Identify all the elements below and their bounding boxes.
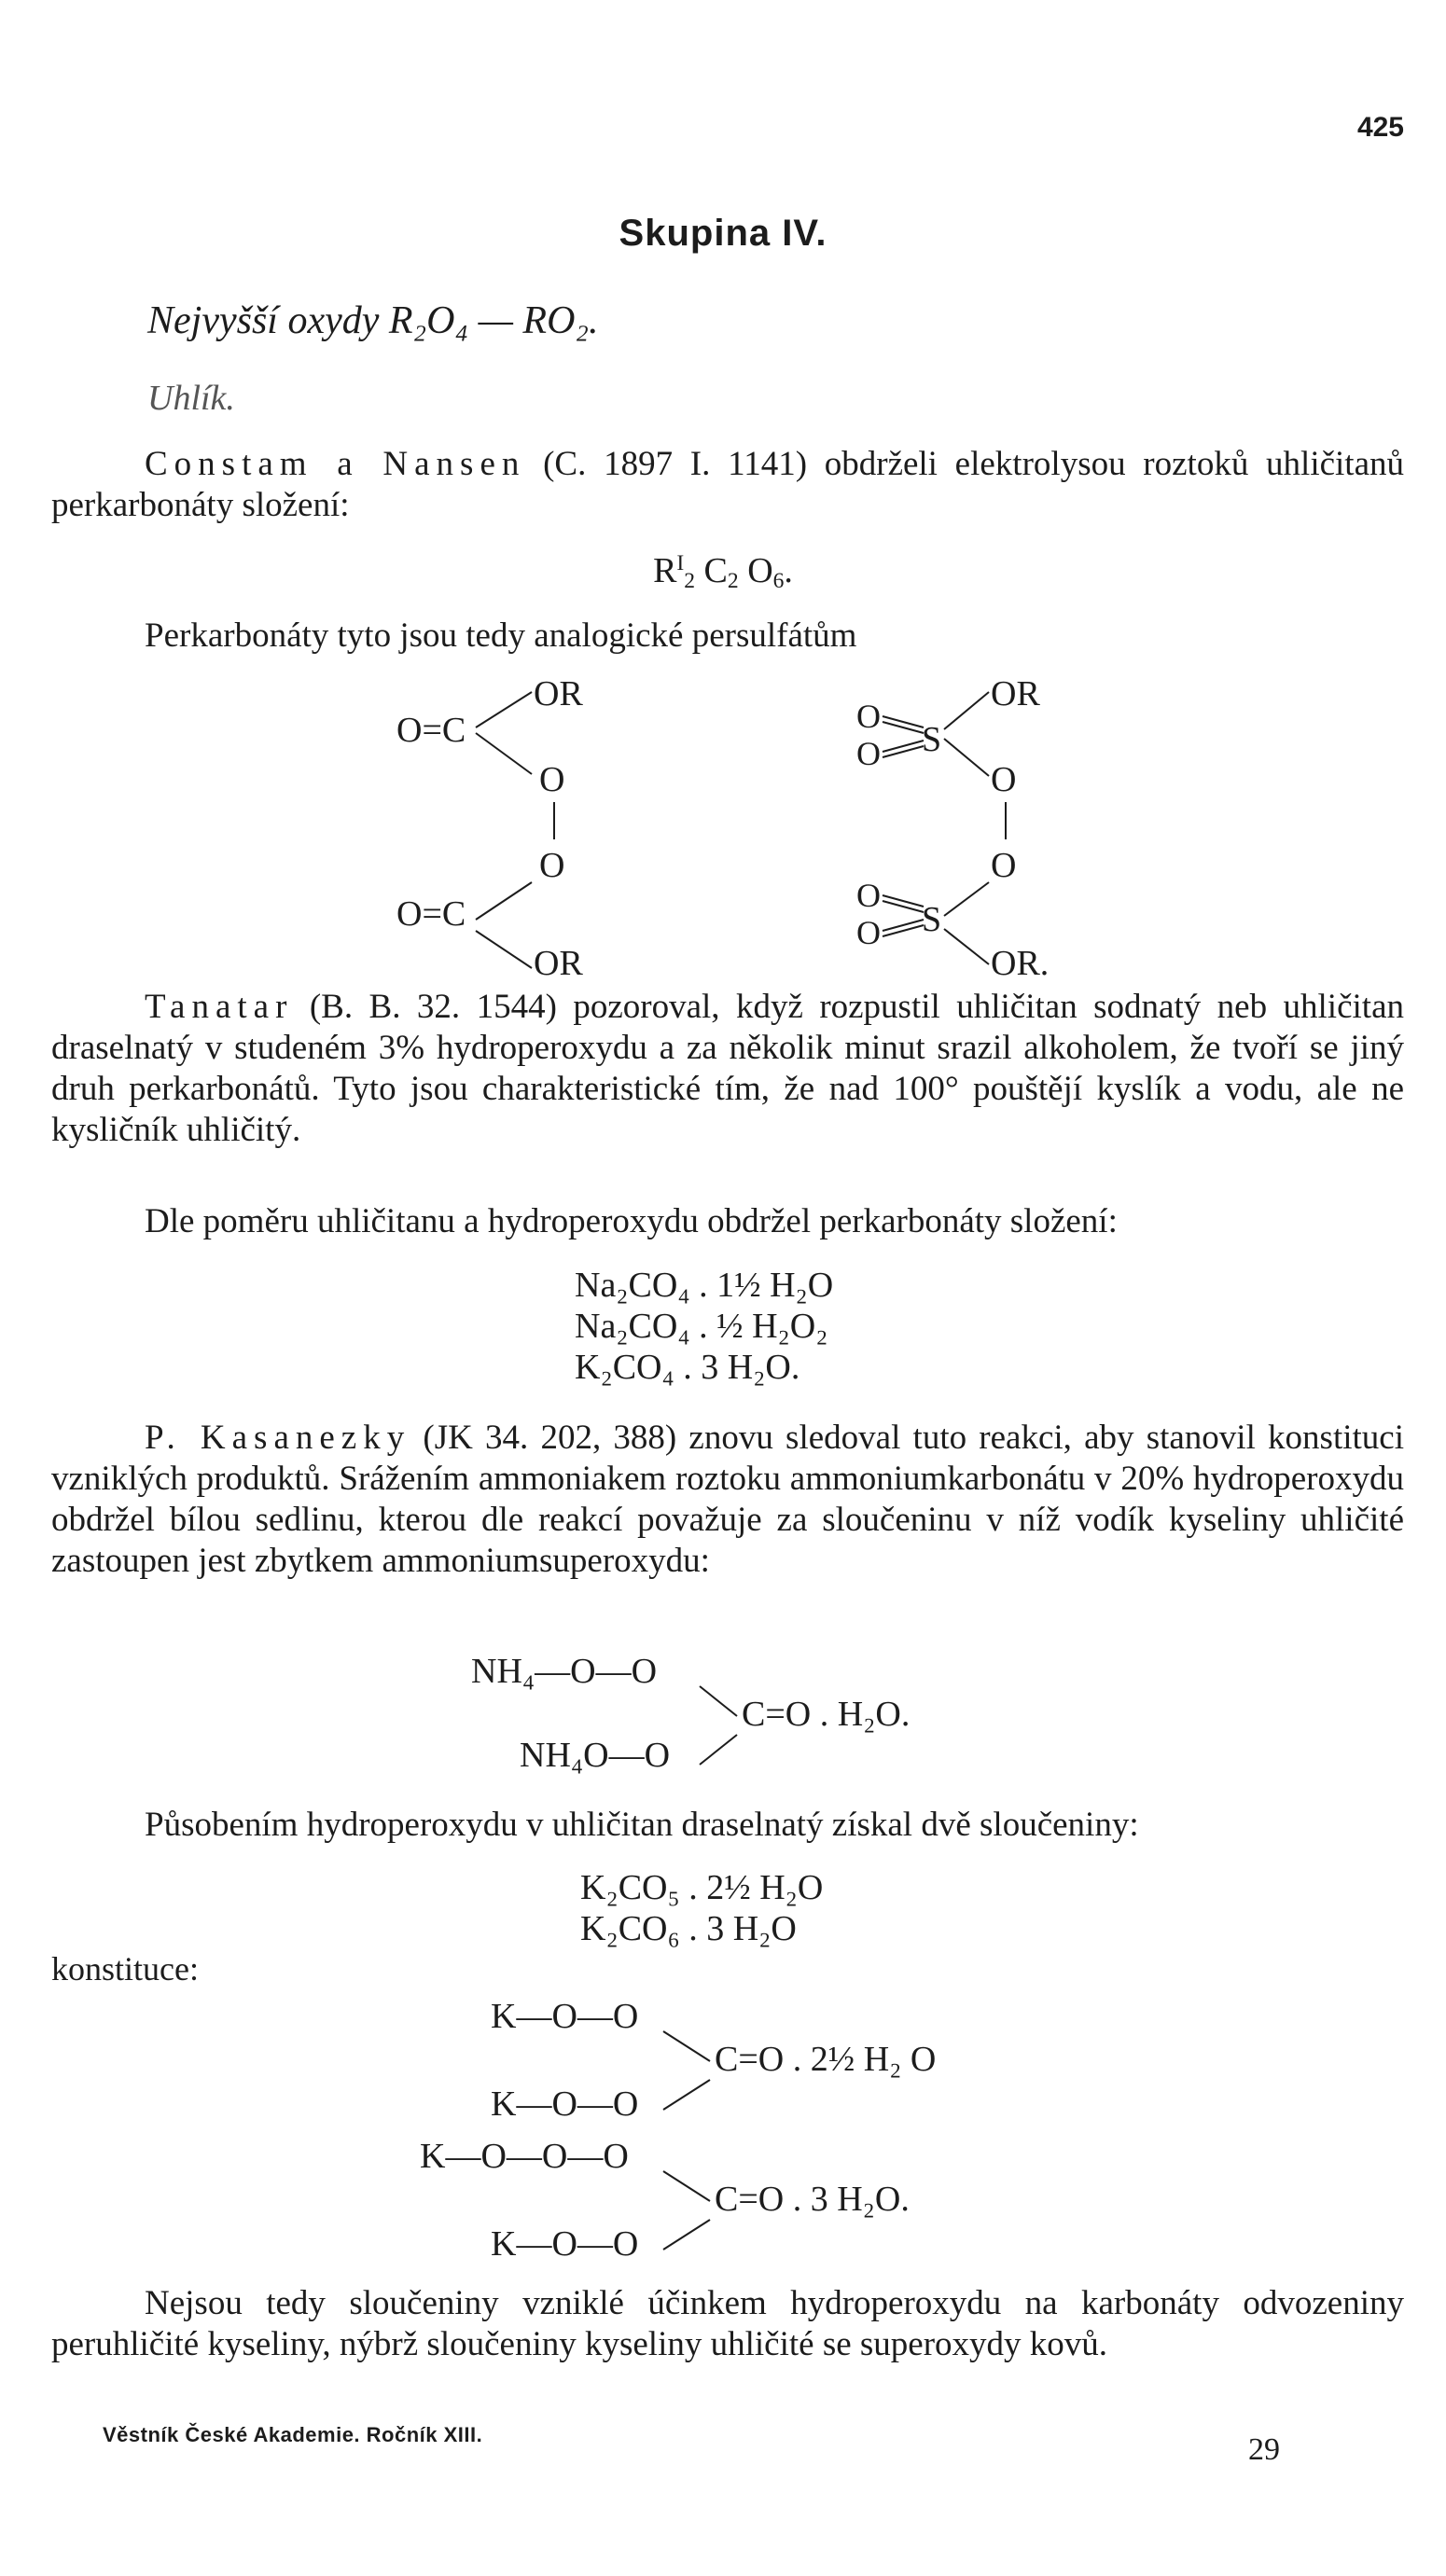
paragraph-conclusion [51, 2283, 1404, 2365]
author-name: Constam a Nansen [145, 445, 526, 483]
subsection-title: Uhlík. [147, 379, 235, 418]
footer-sheet-number: 29 [1248, 2432, 1280, 2467]
paragraph-text: Dle poměru uhličitanu a hydroperoxydu obdržel perkarbonáty složení: [145, 1202, 1118, 1240]
paragraph-kasanezky [51, 1418, 1404, 1582]
structure-bottom-line: K—O—O [491, 2084, 639, 2124]
footer-journal: Věstník České Akademie. Ročník XIII. [103, 2423, 483, 2446]
structure-right: C=O . 2½ H₂ O [715, 2040, 937, 2079]
paragraph-analogy [51, 616, 1404, 657]
structure-right: C=O . H₂O. [742, 1695, 911, 1734]
paragraph-tanatar [51, 987, 1404, 1151]
formula-line: Na₂CO₄ . 1½ H₂O [575, 1266, 834, 1305]
paragraph-text: Působením hydroperoxydu v uhličitan draselnatý získal dvě sloučeniny: [145, 1806, 1139, 1844]
atom-label: O [539, 846, 565, 885]
atom-label: O [991, 760, 1017, 799]
formula-list-potassium [580, 1867, 823, 1949]
paragraph-constam [51, 444, 1404, 526]
structure-top-line: NH₄—O—O [471, 1652, 658, 1691]
formula-line: Na₂CO₄ . ½ H₂O₂ [575, 1307, 828, 1346]
atom-label: O [856, 698, 881, 735]
paragraph-text: Perkarbonáty tyto jsou tedy analogické persulfátům [145, 616, 857, 655]
page-number: 425 [1356, 112, 1404, 143]
bond-lines [659, 2164, 715, 2257]
atom-label: OR [534, 944, 583, 979]
author-name: Tanatar [145, 988, 294, 1026]
structure-bottom-line: K—O—O [491, 2224, 639, 2264]
paragraph-potassium [51, 1805, 1404, 1846]
percarbonate-structure [396, 674, 583, 979]
paragraph-text: (C. 1897 I. 1141) obdrželi elektrolysou roztoků uhličitanů perkarbonáty složení: [51, 445, 1405, 524]
persulfate-structure [856, 674, 1049, 979]
paragraph-text: Nejsou tedy sloučeniny vzniklé účinkem hydroperoxydu na karbonáty odvozeniny peruhličité kyseliny, nýbrž sloučeniny kyseliny uhličité se superoxydy kovů. [51, 2284, 1404, 2363]
atom-label: O [856, 735, 881, 772]
structure-right: C=O . 3 H₂O. [715, 2180, 910, 2219]
atom-label: O [991, 846, 1017, 885]
structure-comparison [0, 672, 1446, 979]
section-title: Nejvyšší oxydy R₂O₄ — RO₂. [147, 299, 599, 342]
formula-line: K₂CO₆ . 3 H₂O [580, 1909, 797, 1948]
chapter-heading: Skupina IV. [619, 213, 827, 254]
atom-label: O [856, 877, 881, 914]
formula-list-percarbonates [575, 1265, 833, 1388]
atom-label: O=C [396, 894, 466, 934]
formula-line: K₂CO₄ . 3 H₂O. [575, 1348, 800, 1387]
atom-label: O [856, 914, 881, 951]
atom-label: O [539, 760, 565, 799]
bond-lines [659, 2024, 715, 2117]
author-name: P. Kasanezky [145, 1419, 411, 1457]
paragraph-text: (JK 34. 202, 388) znovu sledoval tuto reakci, aby stanovil konstituci vzniklých produktů. Srážením ammoniakem roztoku ammoniumkarbonátu v 20% hydroperoxydu obdržel bílou sedlinu, kterou dle reakcí považuje za sloučeninu v níž vodík kyseliny uhličité zastoupen jest zbytkem ammoniumsuperoxydu: [51, 1419, 1404, 1580]
atom-label: OR [534, 674, 583, 713]
paragraph-text: (B. B. 32. 1544) pozoroval, když rozpustil uhličitan sodnatý neb uhličitan draselnatý v studeném 3% hydroperoxydu a za několik minut srazil alkoholem, že tvoří se jiný druh perkarbonátů. Tyto jsou charakteristické tím, že nad 100° pouštějí kyslík a vodu, ale ne kysličník uhličitý. [51, 988, 1404, 1149]
atom-label: OR [991, 674, 1040, 713]
atom-label: S [922, 720, 942, 759]
atom-label: OR. [991, 944, 1050, 979]
structure-bottom-line: NH₄O—O [520, 1736, 671, 1775]
paragraph-ratio [51, 1201, 1404, 1242]
structure-top-line: K—O—O [491, 1997, 639, 2036]
formula-perkarbonat: $R^I_2$ $C_2$ $O_6$. [653, 551, 793, 593]
konstituce-label: konstituce: [51, 1950, 199, 1987]
bond-lines [695, 1679, 751, 1772]
atom-label: S [922, 900, 942, 939]
formula-line: K₂CO₅ . 2½ H₂O [580, 1868, 824, 1907]
structure-top-line: K—O—O—O [420, 2137, 629, 2176]
atom-label: O=C [396, 711, 466, 750]
